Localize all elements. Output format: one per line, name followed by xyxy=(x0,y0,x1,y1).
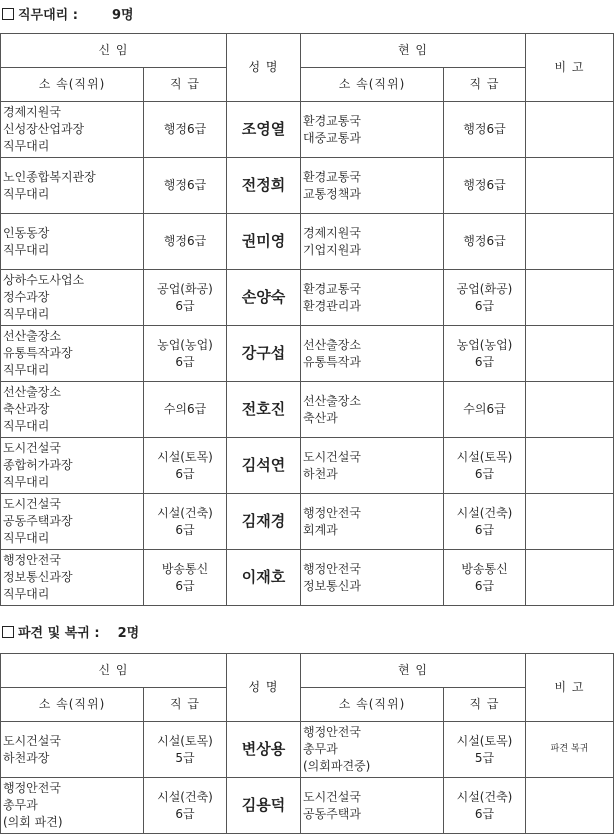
cur-grade-cell: 시설(토목) 5급 xyxy=(444,722,526,778)
new-grade-cell: 수의6급 xyxy=(144,382,227,438)
new-grade-cell: 시설(토목) 6급 xyxy=(144,438,227,494)
new-dept-cell: 선산출장소 유통특작과장 직무대리 xyxy=(1,326,144,382)
new-grade-cell: 공업(화공) 6급 xyxy=(144,270,227,326)
remarks-cell xyxy=(526,158,614,214)
section2-count: 2명 xyxy=(117,626,140,641)
table-row xyxy=(1,550,614,606)
new-grade-cell: 시설(토목) 5급 xyxy=(144,722,227,778)
header-new-dept: 소 속(직위) xyxy=(1,688,144,722)
cur-grade-cell: 시설(건축) 6급 xyxy=(444,494,526,550)
new-grade-cell: 방송통신 6급 xyxy=(144,550,227,606)
header-current-position: 현 임 xyxy=(301,654,526,688)
table-row xyxy=(1,214,614,270)
header-current-position: 현 임 xyxy=(301,34,526,68)
table-row xyxy=(1,158,614,214)
header-name: 성 명 xyxy=(227,34,301,102)
remarks-cell xyxy=(526,494,614,550)
remarks-cell xyxy=(526,778,614,834)
person-name-cell: 김석연 xyxy=(227,438,301,494)
remarks-cell xyxy=(526,102,614,158)
cur-dept-cell: 선산출장소 축산과 xyxy=(301,382,444,438)
person-name-cell: 손양숙 xyxy=(227,270,301,326)
table-row xyxy=(1,494,614,550)
remarks-cell xyxy=(526,550,614,606)
checkbox-square-icon xyxy=(2,626,14,638)
cur-grade-cell: 공업(화공) 6급 xyxy=(444,270,526,326)
remarks-cell xyxy=(526,382,614,438)
new-dept-cell: 행정안전국 정보통신과장 직무대리 xyxy=(1,550,144,606)
section1-title xyxy=(2,4,134,23)
header-name: 성 명 xyxy=(227,654,301,722)
section2-title xyxy=(2,622,139,641)
table-row xyxy=(1,382,614,438)
section2-table xyxy=(0,653,614,834)
cur-dept-cell: 환경교통국 환경관리과 xyxy=(301,270,444,326)
header-remarks: 비 고 xyxy=(526,34,614,102)
cur-grade-cell: 행정6급 xyxy=(444,214,526,270)
new-dept-cell: 노인종합복지관장 직무대리 xyxy=(1,158,144,214)
cur-dept-cell: 환경교통국 대중교통과 xyxy=(301,102,444,158)
cur-dept-cell: 행정안전국 정보통신과 xyxy=(301,550,444,606)
header-new-grade: 직 급 xyxy=(144,688,227,722)
header-remarks: 비 고 xyxy=(526,654,614,722)
person-name-cell: 강구섭 xyxy=(227,326,301,382)
header-cur-dept: 소 속(직위) xyxy=(301,68,444,102)
new-dept-cell: 경제지원국 신성장산업과장 직무대리 xyxy=(1,102,144,158)
new-dept-cell: 도시건설국 공동주택과장 직무대리 xyxy=(1,494,144,550)
section2-title-text: 파견 및 복귀 : xyxy=(18,626,100,641)
person-name-cell: 전정희 xyxy=(227,158,301,214)
header-cur-dept: 소 속(직위) xyxy=(301,688,444,722)
new-grade-cell: 시설(건축) 6급 xyxy=(144,778,227,834)
new-dept-cell: 상하수도사업소 정수과장 직무대리 xyxy=(1,270,144,326)
new-dept-cell: 선산출장소 축산과장 직무대리 xyxy=(1,382,144,438)
person-name-cell: 김용덕 xyxy=(227,778,301,834)
person-name-cell: 김재경 xyxy=(227,494,301,550)
table-row xyxy=(1,102,614,158)
new-grade-cell: 농업(농업) 6급 xyxy=(144,326,227,382)
new-grade-cell: 행정6급 xyxy=(144,102,227,158)
cur-grade-cell: 시설(토목) 6급 xyxy=(444,438,526,494)
cur-dept-cell: 선산출장소 유통특작과 xyxy=(301,326,444,382)
header-new-dept: 소 속(직위) xyxy=(1,68,144,102)
cur-dept-cell: 행정안전국 회계과 xyxy=(301,494,444,550)
checkbox-square-icon xyxy=(2,8,14,20)
table-row xyxy=(1,722,614,778)
cur-grade-cell: 수의6급 xyxy=(444,382,526,438)
new-grade-cell: 시설(건축) 6급 xyxy=(144,494,227,550)
header-new-grade: 직 급 xyxy=(144,68,227,102)
remarks-cell: 파견 복귀 xyxy=(526,722,614,778)
cur-dept-cell: 경제지원국 기업지원과 xyxy=(301,214,444,270)
remarks-cell xyxy=(526,438,614,494)
person-name-cell: 조영열 xyxy=(227,102,301,158)
new-grade-cell: 행정6급 xyxy=(144,214,227,270)
table-row xyxy=(1,438,614,494)
new-dept-cell: 도시건설국 하천과장 xyxy=(1,722,144,778)
new-dept-cell: 행정안전국 총무과 (의회 파견) xyxy=(1,778,144,834)
cur-dept-cell: 도시건설국 하천과 xyxy=(301,438,444,494)
cur-dept-cell: 행정안전국 총무과 (의회파견중) xyxy=(301,722,444,778)
remarks-cell xyxy=(526,326,614,382)
header-cur-grade: 직 급 xyxy=(444,688,526,722)
cur-grade-cell: 농업(농업) 6급 xyxy=(444,326,526,382)
table-row xyxy=(1,778,614,834)
table-row xyxy=(1,326,614,382)
section1-table xyxy=(0,33,614,606)
header-cur-grade: 직 급 xyxy=(444,68,526,102)
cur-dept-cell: 도시건설국 공동주택과 xyxy=(301,778,444,834)
section1-title-text: 직무대리 : xyxy=(18,8,78,23)
cur-grade-cell: 행정6급 xyxy=(444,102,526,158)
cur-grade-cell: 방송통신 6급 xyxy=(444,550,526,606)
person-name-cell: 전호진 xyxy=(227,382,301,438)
remarks-cell xyxy=(526,270,614,326)
person-name-cell: 이재호 xyxy=(227,550,301,606)
new-dept-cell: 인동동장 직무대리 xyxy=(1,214,144,270)
header-new-appointment: 신 임 xyxy=(1,34,227,68)
header-new-appointment: 신 임 xyxy=(1,654,227,688)
new-grade-cell: 행정6급 xyxy=(144,158,227,214)
new-dept-cell: 도시건설국 종합허가과장 직무대리 xyxy=(1,438,144,494)
person-name-cell: 변상용 xyxy=(227,722,301,778)
remarks-cell xyxy=(526,214,614,270)
cur-dept-cell: 환경교통국 교통정책과 xyxy=(301,158,444,214)
person-name-cell: 권미영 xyxy=(227,214,301,270)
section1-count: 9명 xyxy=(111,8,134,23)
cur-grade-cell: 행정6급 xyxy=(444,158,526,214)
table-row xyxy=(1,270,614,326)
cur-grade-cell: 시설(건축) 6급 xyxy=(444,778,526,834)
